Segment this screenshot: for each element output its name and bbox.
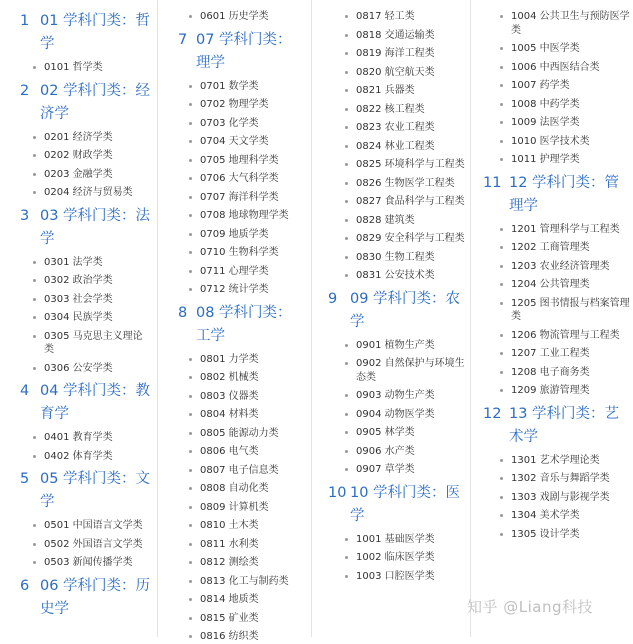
subcategory-item[interactable]: 0703 化学类 xyxy=(158,117,306,131)
category-title: 10 学科门类：医学 xyxy=(350,484,461,524)
subcategory-item[interactable]: 0903 动物生产类 xyxy=(312,389,466,403)
subcategory-item[interactable]: 0822 核工程类 xyxy=(312,103,466,117)
subcategory-list xyxy=(0,519,152,570)
subcategory-item[interactable]: 0902 自然保护与环境生态类 xyxy=(312,357,466,384)
category-index: 1 xyxy=(20,13,30,29)
subcategory-item[interactable]: 0807 电子信息类 xyxy=(158,464,306,478)
subcategory-list xyxy=(0,61,152,75)
subcategory-item[interactable]: 0304 民族学类 xyxy=(0,311,152,325)
category-title: 02 学科门类：经济学 xyxy=(40,82,151,122)
subcategory-item[interactable]: 0306 公安学类 xyxy=(0,362,152,376)
category-section xyxy=(0,10,152,75)
subcategory-item[interactable]: 0905 林学类 xyxy=(312,426,466,440)
subcategory-item[interactable]: 1001 基础医学类 xyxy=(312,533,466,547)
category-index: 5 xyxy=(20,471,30,487)
subcategory-item[interactable]: 0201 经济学类 xyxy=(0,131,152,145)
subcategory-item[interactable]: 0601 历史学类 xyxy=(158,10,306,24)
category-index: 2 xyxy=(20,82,30,99)
subcategory-item[interactable]: 1009 法医学类 xyxy=(471,116,631,130)
subcategory-item[interactable]: 0809 计算机类 xyxy=(158,501,306,515)
subcategory-item[interactable]: 1301 艺术学理论类 xyxy=(471,454,631,468)
subcategory-item[interactable]: 0203 金融学类 xyxy=(0,168,152,182)
subcategory-item[interactable]: 1207 工业工程类 xyxy=(471,347,631,361)
subcategory-item[interactable]: 1010 医学技术类 xyxy=(471,135,631,149)
subcategory-item[interactable]: 0711 心理学类 xyxy=(158,265,306,279)
subcategory-item[interactable]: 0708 地球物理学类 xyxy=(158,209,306,223)
subcategory-item[interactable]: 0830 生物工程类 xyxy=(312,251,466,265)
subcategory-item[interactable]: 0826 生物医学工程类 xyxy=(312,177,466,191)
column-3 xyxy=(311,0,466,637)
subcategory-item[interactable]: 1006 中西医结合类 xyxy=(471,61,631,75)
subcategory-item[interactable]: 0808 自动化类 xyxy=(158,482,306,496)
subcategory-item[interactable]: 0710 生物科学类 xyxy=(158,246,306,260)
subcategory-item[interactable]: 0402 体育学类 xyxy=(0,450,152,464)
subcategory-item[interactable]: 0503 新闻传播学类 xyxy=(0,556,152,570)
subcategory-item[interactable]: 0802 机械类 xyxy=(158,371,306,385)
category-heading[interactable] xyxy=(0,468,152,514)
subcategory-list xyxy=(312,339,466,477)
category-section xyxy=(158,29,306,297)
subcategory-item[interactable]: 0502 外国语言文学类 xyxy=(0,538,152,552)
category-section xyxy=(312,288,466,477)
subcategory-item[interactable]: 0501 中国语言文学类 xyxy=(0,519,152,533)
category-section xyxy=(0,575,152,621)
subcategory-item[interactable]: 0904 动物医学类 xyxy=(312,408,466,422)
subcategory-item[interactable]: 0825 环境科学与工程类 xyxy=(312,158,466,172)
subcategory-item[interactable]: 0705 地理科学类 xyxy=(158,154,306,168)
category-heading[interactable] xyxy=(312,288,466,334)
subcategory-item[interactable]: 0823 农业工程类 xyxy=(312,121,466,135)
subcategory-list xyxy=(312,533,466,584)
category-index: 3 xyxy=(20,207,30,224)
category-index: 4 xyxy=(20,383,30,399)
subcategory-item[interactable]: 0202 财政学类 xyxy=(0,149,152,163)
subcategory-item[interactable]: 0801 力学类 xyxy=(158,353,306,367)
subcategory-item[interactable]: 0401 教育学类 xyxy=(0,431,152,445)
subcategory-item[interactable]: 0706 大气科学类 xyxy=(158,172,306,186)
category-title: 07 学科门类：理学 xyxy=(196,31,292,71)
subcategory-item[interactable]: 1205 图书情报与档案管理类 xyxy=(471,297,631,324)
category-heading[interactable] xyxy=(0,575,152,621)
watermark: 知乎 @Liang科技 xyxy=(467,598,594,616)
subcategory-item[interactable]: 0906 水产类 xyxy=(312,445,466,459)
subcategory-item[interactable]: 1011 护理学类 xyxy=(471,153,631,167)
subcategory-item[interactable]: 0305 马克思主义理论类 xyxy=(0,330,152,357)
category-heading[interactable] xyxy=(158,302,306,348)
category-index: 10 xyxy=(328,484,347,501)
category-section xyxy=(158,302,306,644)
continued-list xyxy=(471,10,631,167)
category-title: 05 学科门类：文学 xyxy=(40,471,151,510)
subcategory-item[interactable]: 0829 安全科学与工程类 xyxy=(312,232,466,246)
subcategory-item[interactable]: 1204 公共管理类 xyxy=(471,278,631,292)
category-title: 08 学科门类：工学 xyxy=(196,304,292,344)
subcategory-item[interactable]: 1004 公共卫生与预防医学类 xyxy=(471,10,631,37)
subcategory-item[interactable]: 0831 公安技术类 xyxy=(312,269,466,283)
subcategory-item[interactable]: 1209 旅游管理类 xyxy=(471,384,631,398)
subcategory-item[interactable]: 1201 管理科学与工程类 xyxy=(471,223,631,237)
category-title: 06 学科门类：历史学 xyxy=(40,577,151,617)
subcategory-item[interactable]: 1206 物流管理与工程类 xyxy=(471,329,631,343)
subcategory-list xyxy=(471,223,631,398)
category-title: 01 学科门类：哲学 xyxy=(40,13,151,52)
subcategory-item[interactable]: 0815 矿业类 xyxy=(158,612,306,626)
subcategory-item[interactable]: 1203 农业经济管理类 xyxy=(471,260,631,274)
subcategory-item[interactable]: 0824 林业工程类 xyxy=(312,140,466,154)
category-section xyxy=(0,205,152,376)
subcategory-item[interactable]: 0818 交通运输类 xyxy=(312,29,466,43)
category-index: 8 xyxy=(178,304,188,321)
category-heading[interactable] xyxy=(158,29,306,75)
subcategory-list xyxy=(158,80,306,297)
category-section xyxy=(471,172,631,398)
subcategory-list xyxy=(158,353,306,644)
subcategory-item[interactable]: 0709 地质学类 xyxy=(158,228,306,242)
column-4 xyxy=(470,0,631,637)
subcategory-item[interactable]: 0712 统计学类 xyxy=(158,283,306,297)
category-section xyxy=(471,403,631,542)
subcategory-item[interactable]: 1304 美术学类 xyxy=(471,509,631,523)
subcategory-item[interactable]: 0812 测绘类 xyxy=(158,556,306,570)
subcategory-item[interactable]: 0804 材料类 xyxy=(158,408,306,422)
category-index: 7 xyxy=(178,31,188,48)
subcategory-item[interactable]: 0803 仪器类 xyxy=(158,390,306,404)
subcategory-item[interactable]: 0303 社会学类 xyxy=(0,293,152,307)
subcategory-item[interactable]: 0806 电气类 xyxy=(158,445,306,459)
category-heading[interactable] xyxy=(0,10,152,56)
category-section xyxy=(312,482,466,584)
subcategory-list xyxy=(471,454,631,542)
subcategory-item[interactable]: 0101 哲学类 xyxy=(0,61,152,75)
subcategory-item[interactable]: 0704 天文学类 xyxy=(158,135,306,149)
column-1 xyxy=(0,0,152,637)
subcategory-item[interactable]: 1007 药学类 xyxy=(471,79,631,93)
subcategory-item[interactable]: 0204 经济与贸易类 xyxy=(0,186,152,200)
subcategory-item[interactable]: 0811 水利类 xyxy=(158,538,306,552)
category-title: 03 学科门类：法学 xyxy=(40,207,151,247)
category-title: 12 学科门类：管理学 xyxy=(509,174,620,214)
category-heading[interactable] xyxy=(312,482,466,528)
subcategory-item[interactable]: 0828 建筑类 xyxy=(312,214,466,228)
category-heading[interactable] xyxy=(471,172,631,218)
subcategory-item[interactable]: 1208 电子商务类 xyxy=(471,366,631,380)
subcategory-item[interactable]: 0701 数学类 xyxy=(158,80,306,94)
category-heading[interactable] xyxy=(0,380,152,426)
subcategory-item[interactable]: 0817 轻工类 xyxy=(312,10,466,24)
category-index: 9 xyxy=(328,290,338,307)
subcategory-item[interactable]: 1202 工商管理类 xyxy=(471,241,631,255)
subcategory-item[interactable]: 0814 地质类 xyxy=(158,593,306,607)
subcategory-item[interactable]: 0805 能源动力类 xyxy=(158,427,306,441)
category-title: 13 学科门类：艺术学 xyxy=(509,405,620,445)
subcategory-item[interactable]: 0820 航空航天类 xyxy=(312,66,466,80)
subcategory-list xyxy=(0,431,152,463)
category-heading[interactable] xyxy=(471,403,631,449)
category-section xyxy=(0,80,152,200)
category-section xyxy=(0,380,152,463)
subcategory-item[interactable]: 0302 政治学类 xyxy=(0,274,152,288)
subcategory-item[interactable]: 1003 口腔医学类 xyxy=(312,570,466,584)
category-index: 11 xyxy=(483,174,502,191)
continued-list xyxy=(158,10,306,24)
subcategory-item[interactable]: 0821 兵器类 xyxy=(312,84,466,98)
subcategory-item[interactable]: 0901 植物生产类 xyxy=(312,339,466,353)
continued-list xyxy=(312,10,466,283)
column-2 xyxy=(157,0,306,642)
subcategory-item[interactable]: 1302 音乐与舞蹈学类 xyxy=(471,472,631,486)
category-heading[interactable] xyxy=(0,80,152,126)
category-title: 09 学科门类：农学 xyxy=(350,290,461,330)
subcategory-item[interactable]: 0827 食品科学与工程类 xyxy=(312,195,466,209)
category-index: 6 xyxy=(20,577,30,594)
subcategory-item[interactable]: 1305 设计学类 xyxy=(471,528,631,542)
category-title: 04 学科门类：教育学 xyxy=(40,383,151,422)
subcategory-item[interactable]: 0813 化工与制药类 xyxy=(158,575,306,589)
subcategory-item[interactable]: 0810 土木类 xyxy=(158,519,306,533)
subcategory-item[interactable]: 0707 海洋科学类 xyxy=(158,191,306,205)
subcategory-item[interactable]: 1008 中药学类 xyxy=(471,98,631,112)
subcategory-item[interactable]: 0301 法学类 xyxy=(0,256,152,270)
subcategory-item[interactable]: 1303 戏剧与影视学类 xyxy=(471,491,631,505)
subcategory-list xyxy=(0,256,152,376)
subcategory-list xyxy=(0,131,152,200)
subcategory-item[interactable]: 0907 草学类 xyxy=(312,463,466,477)
subcategory-item[interactable]: 0819 海洋工程类 xyxy=(312,47,466,61)
category-section xyxy=(0,468,152,570)
category-heading[interactable] xyxy=(0,205,152,251)
subcategory-item[interactable]: 0702 物理学类 xyxy=(158,98,306,112)
subcategory-item[interactable]: 0816 纺织类 xyxy=(158,630,306,644)
subcategory-item[interactable]: 1002 临床医学类 xyxy=(312,551,466,565)
category-index: 12 xyxy=(483,405,502,422)
subcategory-item[interactable]: 1005 中医学类 xyxy=(471,42,631,56)
